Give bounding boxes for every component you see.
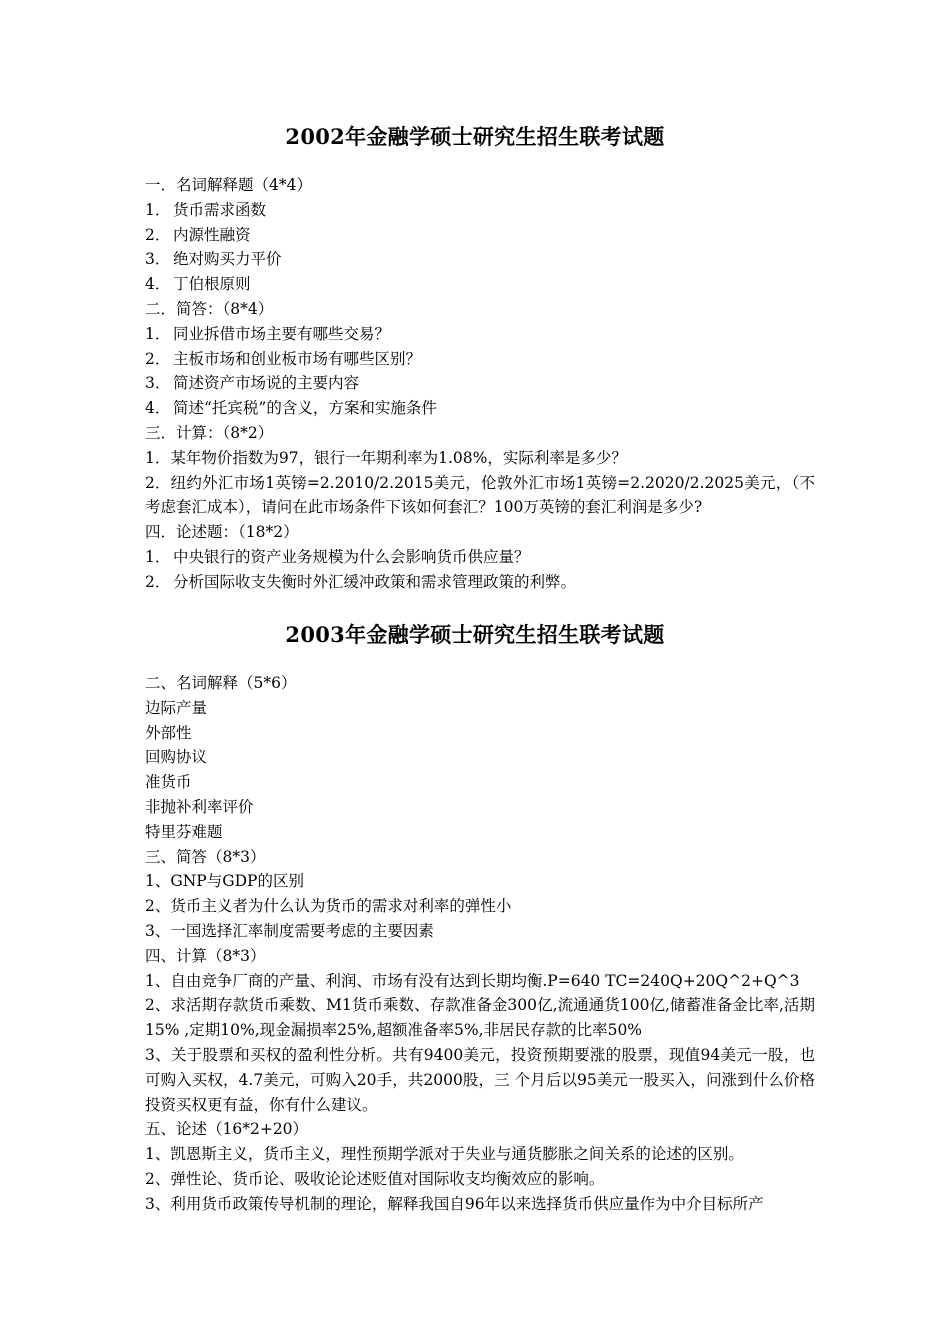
item-number: 2． [145, 225, 171, 244]
list-item: 回购协议 [145, 748, 208, 767]
list-item [145, 570, 815, 595]
exam-2003-body [145, 671, 815, 1217]
section-heading: 四．论述题：（18*2） [145, 523, 299, 542]
section-heading: 一．名词解释题（4*4） [145, 176, 312, 194]
list-item [145, 322, 815, 347]
list-item: 特里芬难题 [145, 822, 223, 841]
item-number: 3． [145, 374, 171, 393]
item-number: 4． [145, 399, 171, 418]
item-text: 简述“托宾税”的含义，方案和实施条件 [173, 399, 437, 418]
item-text: 某年物价指数为97，银行一年期利率为1.08%，实际利率是多少？ [170, 448, 627, 467]
item-number: 2． [145, 349, 171, 368]
item-text: 主板市场和创业板市场有哪些区别？ [173, 349, 422, 368]
list-item: 非抛补利率评价 [145, 797, 254, 816]
exam-2003-title: 2003年金融学硕士研究生招生联考试题 [285, 622, 665, 647]
list-item: 1、凯恩斯主义，货币主义，理性预期学派对于失业与通货膨胀之间关系的论述的区别。 [145, 1145, 744, 1164]
list-item: 2、货币主义者为什么认为货币的需求对利率的弹性小 [145, 897, 512, 916]
list-item [145, 471, 815, 521]
item-number: 4． [145, 275, 171, 294]
item-number: 1． [145, 448, 171, 467]
item-text: 货币需求函数 [173, 200, 267, 219]
list-item [145, 371, 815, 396]
list-item: 3、关于股票和买权的盈利性分析。共有9400美元，投资预期要涨的股票，现值94美元一股，也可购入买权，4.7美元，可购入20手，共2000股，三 个月后以95美元一股买入，问涨到什么价格投资买权更有益，你有什么建议。 [145, 1045, 815, 1114]
section-heading: 四、计算（8*3） [145, 946, 266, 965]
list-item: 1、自由竞争厂商的产量、利润、市场有没有达到长期均衡.P=640 TC=240Q+20Q^2+Q^3 [145, 971, 800, 990]
item-text: 绝对购买力平价 [173, 250, 282, 269]
item-number: 2． [145, 572, 171, 591]
exam-2002-body [145, 173, 815, 595]
list-item [145, 223, 815, 248]
section-heading: 二．简答：（8*4） [145, 299, 274, 318]
list-item: 3、利用货币政策传导机制的理论，解释我国自96年以来选择货币供应量作为中介目标所产 [145, 1194, 764, 1213]
item-text: 中央银行的资产业务规模为什么会影响货币供应量？ [173, 547, 530, 566]
list-item: 3、一国选择汇率制度需要考虑的主要因素 [145, 921, 434, 940]
list-item: 2、求活期存款货币乘数、M1货币乘数、存款准备金300亿,流通通货100亿,储蓄准备金比率,活期15% ,定期10%,现金漏损率25%,超额准备率5%,非居民存款的比率50% [145, 996, 815, 1040]
list-item: 准货币 [145, 773, 192, 792]
list-item [145, 272, 815, 297]
list-item [145, 396, 815, 421]
list-item [145, 247, 815, 272]
item-text: 同业拆借市场主要有哪些交易？ [173, 324, 391, 343]
item-text: 丁伯根原则 [173, 275, 251, 294]
list-item: 外部性 [145, 723, 192, 742]
list-item [145, 545, 815, 570]
list-item [145, 198, 815, 223]
list-item: 2、弹性论、货币论、吸收论论述贬值对国际收支均衡效应的影响。 [145, 1169, 605, 1188]
item-text: 纽约外汇市场1英镑=2.2010/2.2015美元，伦敦外汇市场1英镑=2.2020/2.2025美元，（不考虑套汇成本），请问在此市场条件下该如何套汇？100万英镑的套汇利润是多少? [145, 473, 815, 517]
list-item: 边际产量 [145, 698, 208, 717]
item-number: 1． [145, 324, 171, 343]
item-text: 简述资产市场说的主要内容 [173, 374, 360, 393]
exam-2002-title: 2002年金融学硕士研究生招生联考试题 [285, 124, 665, 149]
item-number: 3． [145, 250, 171, 269]
item-number: 1． [145, 547, 171, 566]
list-item: 1、GNP与GDP的区别 [145, 872, 304, 891]
section-heading: 五、论述（16*2+20） [145, 1120, 309, 1139]
section-heading: 三、简答（8*3） [145, 847, 266, 866]
item-text: 内源性融资 [173, 225, 251, 244]
list-item [145, 446, 815, 471]
section-heading: 三．计算：（8*2） [145, 423, 274, 442]
section-heading: 二、名词解释（5*6） [145, 674, 297, 692]
list-item [145, 347, 815, 372]
item-number: 2． [145, 473, 171, 492]
item-number: 1． [145, 200, 171, 219]
item-text: 分析国际收支失衡时外汇缓冲政策和需求管理政策的利弊。 [173, 572, 577, 591]
